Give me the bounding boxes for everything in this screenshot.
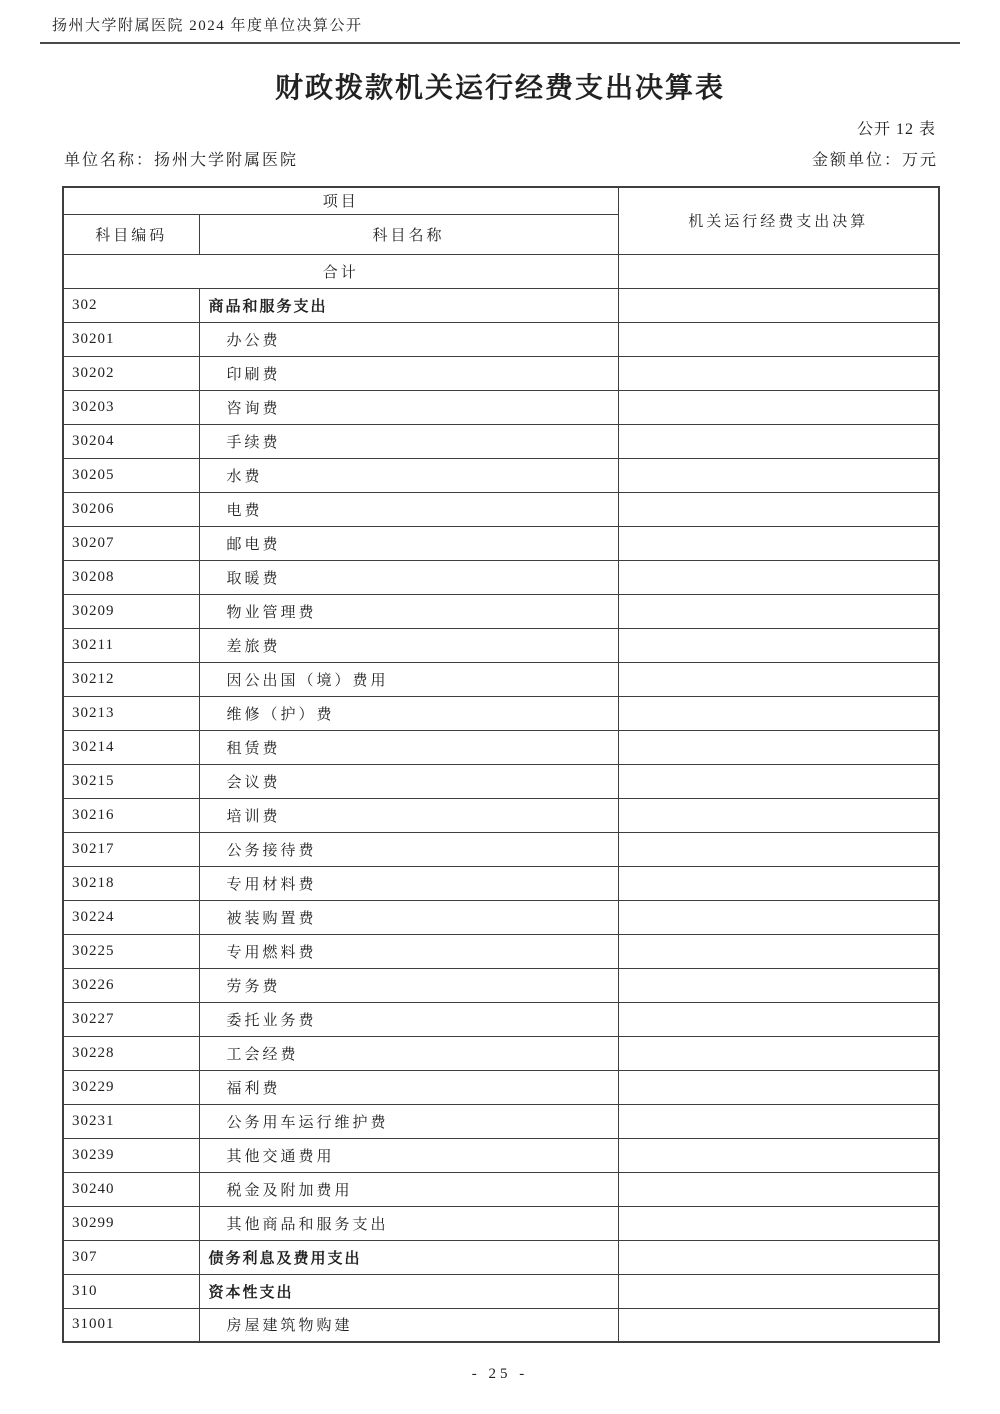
subject-name-cell: 会议费 xyxy=(199,764,618,798)
subject-code-cell: 30228 xyxy=(63,1036,199,1070)
subject-name-cell: 专用材料费 xyxy=(199,866,618,900)
subject-name-cell: 手续费 xyxy=(199,424,618,458)
subject-name-cell: 劳务费 xyxy=(199,968,618,1002)
subject-code-cell: 30231 xyxy=(63,1104,199,1138)
subject-code-cell: 30206 xyxy=(63,492,199,526)
table-row xyxy=(63,934,939,968)
table-row xyxy=(63,1172,939,1206)
table-row xyxy=(63,900,939,934)
subject-name-cell: 公务用车运行维护费 xyxy=(199,1104,618,1138)
expense-value-cell xyxy=(618,356,939,390)
subject-name-cell: 邮电费 xyxy=(199,526,618,560)
expense-value-cell xyxy=(618,288,939,322)
subject-name-cell: 因公出国（境）费用 xyxy=(199,662,618,696)
expense-value-cell xyxy=(618,1206,939,1240)
subject-name-cell: 培训费 xyxy=(199,798,618,832)
table-body xyxy=(63,254,939,1342)
header-row-project xyxy=(63,187,939,214)
table-header xyxy=(63,187,939,254)
expense-value-cell xyxy=(618,1070,939,1104)
page-title: 财政拨款机关运行经费支出决算表 xyxy=(274,73,725,104)
table-row xyxy=(63,1138,939,1172)
subject-code-cell: 30225 xyxy=(63,934,199,968)
expense-value-cell xyxy=(618,1036,939,1070)
table-row xyxy=(63,356,939,390)
table-row xyxy=(63,696,939,730)
subject-code-cell: 30201 xyxy=(63,322,199,356)
table-row xyxy=(63,424,939,458)
subject-name-cell: 房屋建筑物购建 xyxy=(199,1308,618,1342)
subject-name-cell: 被装购置费 xyxy=(199,900,618,934)
table-row xyxy=(63,798,939,832)
table-row xyxy=(63,458,939,492)
total-row xyxy=(63,254,939,288)
subject-name-cell: 债务利息及费用支出 xyxy=(199,1240,618,1274)
table-row xyxy=(63,1274,939,1308)
doc-header: 扬州大学附属医院 2024 年度单位决算公开 xyxy=(40,12,960,44)
expense-value-cell xyxy=(618,1138,939,1172)
subject-code-cell: 31001 xyxy=(63,1308,199,1342)
subject-code-cell: 30216 xyxy=(63,798,199,832)
total-value-cell xyxy=(618,254,939,288)
meta-row xyxy=(64,147,938,170)
table-row xyxy=(63,526,939,560)
subject-code-cell: 30226 xyxy=(63,968,199,1002)
subject-name-cell: 印刷费 xyxy=(199,356,618,390)
expense-value-cell xyxy=(618,628,939,662)
subject-name-cell: 工会经费 xyxy=(199,1036,618,1070)
expense-value-cell xyxy=(618,1104,939,1138)
subject-name-cell: 福利费 xyxy=(199,1070,618,1104)
table-row xyxy=(63,968,939,1002)
subject-name-cell: 专用燃料费 xyxy=(199,934,618,968)
subject-name-cell: 其他商品和服务支出 xyxy=(199,1206,618,1240)
expense-value-cell xyxy=(618,1274,939,1308)
table-row xyxy=(63,492,939,526)
table-row xyxy=(63,560,939,594)
expense-value-cell xyxy=(618,696,939,730)
subject-code-cell: 30239 xyxy=(63,1138,199,1172)
expense-value-cell xyxy=(618,1240,939,1274)
expense-value-cell xyxy=(618,1002,939,1036)
subject-code-cell: 30217 xyxy=(63,832,199,866)
expense-value-cell xyxy=(618,594,939,628)
subject-code-cell: 30203 xyxy=(63,390,199,424)
subject-code-cell: 30227 xyxy=(63,1002,199,1036)
subject-name-cell: 委托业务费 xyxy=(199,1002,618,1036)
subject-code-cell: 30214 xyxy=(63,730,199,764)
table-row xyxy=(63,1104,939,1138)
table-row xyxy=(63,322,939,356)
expense-value-cell xyxy=(618,560,939,594)
subject-code-cell: 30229 xyxy=(63,1070,199,1104)
table-row xyxy=(63,730,939,764)
subject-code-cell: 307 xyxy=(63,1240,199,1274)
subject-name-cell: 公务接待费 xyxy=(199,832,618,866)
subject-code-cell: 30202 xyxy=(63,356,199,390)
expense-column-header-cell: 机关运行经费支出决算 xyxy=(618,187,939,254)
subject-code-cell: 310 xyxy=(63,1274,199,1308)
subject-code-cell: 30213 xyxy=(63,696,199,730)
table-row xyxy=(63,764,939,798)
subject-name-cell: 办公费 xyxy=(199,322,618,356)
subject-name-cell: 税金及附加费用 xyxy=(199,1172,618,1206)
table-index-label: 公开 12 表 xyxy=(856,121,936,138)
expense-value-cell xyxy=(618,934,939,968)
table-row xyxy=(63,628,939,662)
expense-value-cell xyxy=(618,424,939,458)
subject-code-header-cell: 科目编码 xyxy=(63,214,199,254)
page-number: - 25 - xyxy=(471,1366,529,1382)
expense-value-cell xyxy=(618,1308,939,1342)
expense-value-cell xyxy=(618,662,939,696)
subject-code-cell: 30212 xyxy=(63,662,199,696)
subject-code-cell: 30204 xyxy=(63,424,199,458)
table-row xyxy=(63,390,939,424)
subject-code-cell: 30205 xyxy=(63,458,199,492)
project-group-header-cell: 项目 xyxy=(63,187,618,214)
expense-value-cell xyxy=(618,492,939,526)
subject-name-cell: 水费 xyxy=(199,458,618,492)
table-row xyxy=(63,866,939,900)
unit-name-label: 单位名称：扬州大学附属医院 xyxy=(64,152,299,169)
total-label-cell: 合计 xyxy=(63,254,618,288)
subject-name-cell: 电费 xyxy=(199,492,618,526)
subject-name-cell: 维修（护）费 xyxy=(199,696,618,730)
expense-value-cell xyxy=(618,730,939,764)
expense-value-cell xyxy=(618,458,939,492)
subject-name-cell: 物业管理费 xyxy=(199,594,618,628)
table-row xyxy=(63,1070,939,1104)
subject-name-cell: 咨询费 xyxy=(199,390,618,424)
expense-value-cell xyxy=(618,390,939,424)
subject-code-cell: 30208 xyxy=(63,560,199,594)
expense-value-cell xyxy=(618,900,939,934)
expense-value-cell xyxy=(618,526,939,560)
subject-code-cell: 30209 xyxy=(63,594,199,628)
subject-name-cell: 取暖费 xyxy=(199,560,618,594)
subject-name-cell: 租赁费 xyxy=(199,730,618,764)
subject-code-cell: 30299 xyxy=(63,1206,199,1240)
subject-code-cell: 30207 xyxy=(63,526,199,560)
table-row xyxy=(63,1036,939,1070)
subject-name-cell: 差旅费 xyxy=(199,628,618,662)
table-row xyxy=(63,1240,939,1274)
amount-unit-label: 金额单位：万元 xyxy=(811,152,938,169)
table-row xyxy=(63,662,939,696)
table-row xyxy=(63,594,939,628)
expense-value-cell xyxy=(618,1172,939,1206)
subject-code-cell: 30215 xyxy=(63,764,199,798)
budget-table xyxy=(62,186,940,1343)
expense-value-cell xyxy=(618,764,939,798)
subject-name-header-cell: 科目名称 xyxy=(199,214,618,254)
table-row xyxy=(63,1206,939,1240)
subject-code-cell: 302 xyxy=(63,288,199,322)
table-row xyxy=(63,288,939,322)
table-row xyxy=(63,1002,939,1036)
subject-name-cell: 资本性支出 xyxy=(199,1274,618,1308)
expense-value-cell xyxy=(618,322,939,356)
expense-value-cell xyxy=(618,968,939,1002)
table-row xyxy=(63,832,939,866)
subject-code-cell: 30211 xyxy=(63,628,199,662)
subject-code-cell: 30218 xyxy=(63,866,199,900)
subject-name-cell: 商品和服务支出 xyxy=(199,288,618,322)
subject-code-cell: 30224 xyxy=(63,900,199,934)
subject-name-cell: 其他交通费用 xyxy=(199,1138,618,1172)
expense-value-cell xyxy=(618,798,939,832)
expense-value-cell xyxy=(618,866,939,900)
expense-value-cell xyxy=(618,832,939,866)
subject-code-cell: 30240 xyxy=(63,1172,199,1206)
table-row xyxy=(63,1308,939,1342)
